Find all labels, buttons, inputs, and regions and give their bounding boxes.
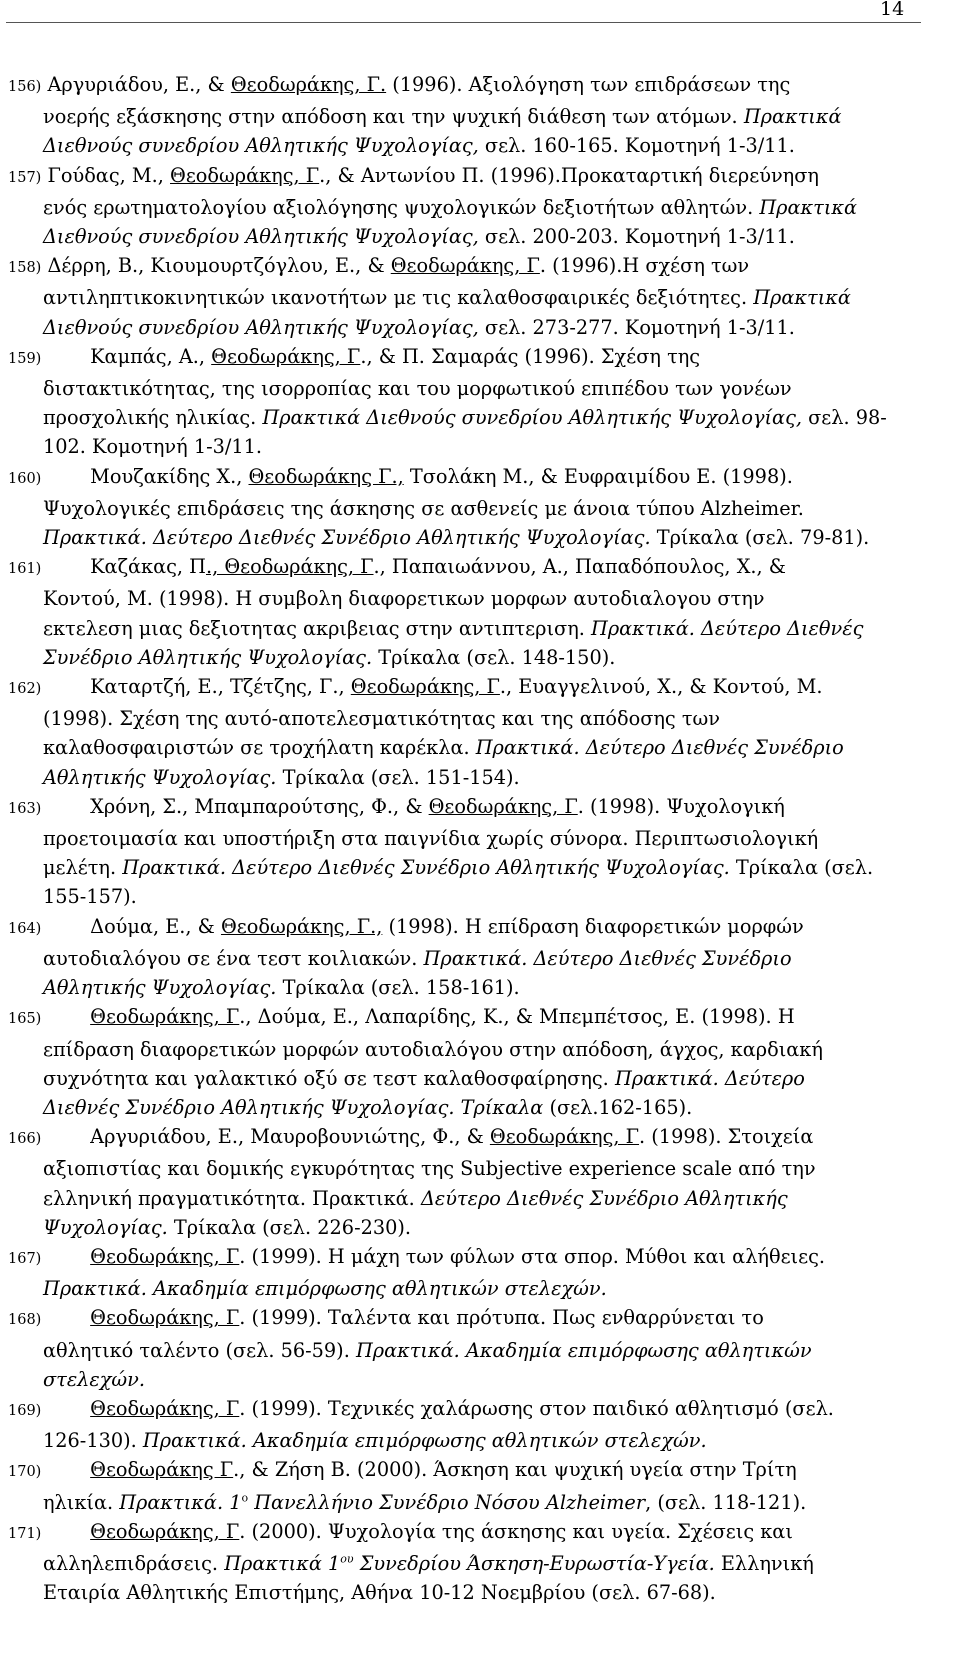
reference-text: εκτελεση μιας δεξιοτητας ακριβειας στην αντιπτεριση. bbox=[43, 616, 592, 640]
reference-text: . (1999). Ταλέντα και πρότυπα. Πως ενθαρρύνεται το bbox=[239, 1306, 764, 1330]
reference-text: μελέτη. bbox=[43, 856, 123, 880]
italic-text: Συνέδριο Αθλητικής Ψυχολογίας. bbox=[43, 645, 373, 669]
reference-text: Ελληνική bbox=[714, 1551, 814, 1575]
reference-text: Γούδας, Μ., bbox=[47, 163, 171, 187]
reference-number: 169) bbox=[8, 1402, 42, 1419]
italic-text: Πρακτικά 1 bbox=[224, 1551, 341, 1575]
reference-line bbox=[8, 161, 923, 193]
reference-text: ., & Π. Σαμαράς (1996). Σχέση της bbox=[360, 344, 701, 368]
reference-line bbox=[8, 1093, 923, 1122]
author-name-underlined: Θεοδωράκης, Γ. bbox=[230, 73, 387, 96]
reference-text: (1996). Αξιολόγηση των επιδράσεων της bbox=[386, 73, 791, 96]
reference-item bbox=[8, 1394, 923, 1455]
reference-line bbox=[8, 552, 923, 584]
reference-text: καλαθοσφαιριστών σε τροχήλατη καρέκλα. bbox=[43, 736, 476, 760]
page-number: 14 bbox=[880, 0, 905, 20]
reference-text: ., Παπαιωάννου, Α., Παπαδόπουλος, Χ., & bbox=[373, 555, 786, 579]
reference-line bbox=[8, 704, 923, 733]
reference-text: Τρίκαλα (σελ. bbox=[729, 856, 874, 880]
author-name-underlined: Θεοδωράκης, Γ bbox=[390, 254, 540, 278]
italic-text: Διεθνούς συνεδρίου Αθλητικής Ψυχολογίας, bbox=[43, 225, 479, 249]
italic-text: Διεθνούς συνεδρίου Αθλητικής Ψυχολογίας, bbox=[43, 315, 479, 339]
reference-number: 160) bbox=[8, 470, 42, 487]
reference-line bbox=[8, 283, 923, 312]
reference-item bbox=[8, 1242, 923, 1303]
author-name-underlined: Θεοδωράκης, Γ bbox=[211, 344, 361, 368]
reference-text: 126-130). bbox=[43, 1429, 143, 1453]
reference-line bbox=[8, 672, 923, 704]
italic-text: Πρακτικά. Δεύτερο Διεθνές Συνέδριο Αθλητικής Ψυχολογίας. bbox=[122, 856, 730, 880]
reference-text: σελ. 98- bbox=[802, 406, 887, 430]
reference-text: αντιληπτικοκινητικών ικανοτήτων με τις καλαθοσφαιρικές δεξιότητες. bbox=[43, 286, 754, 310]
reference-line bbox=[8, 251, 923, 283]
reference-line bbox=[8, 403, 923, 432]
author-name-underlined: Θεοδωράκης, Γ bbox=[90, 1306, 240, 1330]
reference-line bbox=[8, 1213, 923, 1242]
italic-text: Πρακτικά bbox=[759, 195, 858, 219]
reference-number: 166) bbox=[8, 1131, 42, 1148]
reference-text: νοερής εξάσκησης στην απόδοση και την ψυχική διάθεση των ατόμων. bbox=[43, 105, 744, 129]
reference-line bbox=[8, 763, 923, 792]
reference-text: Τρίκαλα (σελ. 151-154). bbox=[276, 765, 520, 789]
reference-line bbox=[8, 792, 923, 824]
reference-text: . (1999). Η μάχη των φύλων στα σπορ. Μύθοι και αλήθειες. bbox=[239, 1244, 826, 1268]
reference-text: Τσολάκη Μ., & Ευφραιμίδου Ε. (1998). bbox=[403, 464, 793, 488]
reference-text: σελ. 200-203. Κομοτηνή 1-3/11. bbox=[478, 225, 795, 249]
reference-line bbox=[8, 643, 923, 672]
reference-line bbox=[8, 614, 923, 643]
reference-number: 167) bbox=[8, 1250, 42, 1267]
reference-text: ελληνική πραγματικότητα. Πρακτικά. bbox=[43, 1186, 421, 1210]
reference-list bbox=[8, 70, 923, 1607]
reference-text: Κοντού, Μ. (1998). Η συμβολη διαφορετικων μορφων αυτοδιαλογου στην bbox=[43, 587, 765, 611]
author-name-underlined: Θεοδωράκης, Γ bbox=[90, 1244, 240, 1268]
italic-text: Πρακτικά bbox=[743, 105, 842, 129]
reference-item bbox=[8, 251, 923, 342]
reference-item bbox=[8, 342, 923, 462]
reference-number: 164) bbox=[8, 920, 42, 937]
reference-number: 156) bbox=[8, 79, 42, 95]
author-name-underlined: Θεοδωράκης, Γ bbox=[350, 675, 500, 699]
reference-line bbox=[8, 1426, 923, 1455]
reference-line bbox=[8, 944, 923, 973]
reference-text: προετοιμασία και υποστήριξη στα παιγνίδια χωρίς σύνορα. Περιπτωσιολογική bbox=[43, 827, 819, 851]
author-name-underlined: Θεοδωράκης, Γ bbox=[90, 1519, 240, 1543]
reference-text: αυτοδιαλόγου σε ένα τεστ κοιλιακών. bbox=[43, 946, 424, 970]
reference-number: 159) bbox=[8, 350, 42, 367]
reference-line bbox=[8, 222, 923, 251]
reference-line bbox=[8, 733, 923, 762]
reference-line bbox=[8, 912, 923, 944]
reference-text: ., & Ζήση Β. (2000). Άσκηση και ψυχική υγεία στην Τρίτη bbox=[233, 1458, 797, 1482]
reference-line bbox=[8, 1336, 923, 1365]
reference-number: 157) bbox=[8, 169, 42, 186]
reference-line bbox=[8, 432, 923, 461]
reference-text: Καμπάς, Α., bbox=[90, 344, 212, 368]
reference-number: 168) bbox=[8, 1312, 42, 1329]
reference-text: σελ. 160-165. Κομοτηνή 1-3/11. bbox=[478, 134, 795, 158]
reference-line bbox=[8, 1002, 923, 1034]
author-name-underlined: Θεοδωράκης Γ., bbox=[248, 464, 404, 488]
author-name-underlined: Θεοδωράκης, Γ bbox=[90, 1396, 240, 1420]
reference-item bbox=[8, 792, 923, 912]
reference-number: 171) bbox=[8, 1525, 42, 1542]
reference-item bbox=[8, 462, 923, 553]
italic-text: Διεθνές Συνέδριο Αθλητικής Ψυχολογίας. Τρίκαλα bbox=[43, 1095, 544, 1119]
reference-text: Χρόνη, Σ., Μπαμπαρούτσης, Φ., & bbox=[90, 794, 429, 818]
reference-line bbox=[8, 1242, 923, 1274]
author-name-underlined: Θεοδωράκης, Γ., bbox=[220, 914, 383, 938]
reference-number: 162) bbox=[8, 681, 42, 698]
reference-line bbox=[8, 374, 923, 403]
reference-line bbox=[8, 1488, 923, 1517]
italic-text: Πρακτικά bbox=[753, 286, 851, 310]
reference-text: . (1998). Ψυχολογική bbox=[577, 794, 785, 818]
author-name-underlined: Θεοδωράκης Γ bbox=[90, 1458, 234, 1482]
reference-text: (1998). Η επίδραση διαφορετικών μορφών bbox=[382, 914, 804, 938]
reference-item bbox=[8, 70, 923, 161]
reference-text: Τρίκαλα (σελ. 226-230). bbox=[167, 1215, 412, 1239]
reference-number: 158) bbox=[8, 260, 42, 277]
author-name-underlined: Θεοδωράκης, Γ bbox=[170, 163, 320, 187]
reference-text: αλληλεπιδράσεις. bbox=[43, 1551, 225, 1575]
reference-line bbox=[8, 1274, 923, 1303]
reference-line bbox=[8, 973, 923, 1002]
italic-text: Πρακτικά. Ακαδημία επιμόρφωσης αθλητικών bbox=[355, 1338, 812, 1362]
italic-text: Πρακτικά. Δεύτερο Διεθνές Συνέδριο bbox=[475, 736, 844, 760]
italic-text: Αθλητικής Ψυχολογίας. bbox=[43, 765, 277, 789]
italic-text: Ψυχολογίας. bbox=[43, 1215, 168, 1239]
reference-text: Τρίκαλα (σελ. 158-161). bbox=[276, 976, 520, 1000]
reference-line bbox=[8, 1394, 923, 1426]
reference-line bbox=[8, 1303, 923, 1335]
reference-text: Τρίκαλα (σελ. 79-81). bbox=[650, 526, 870, 550]
italic-text: Συνεδρίου Άσκηση-Ευρωστία-Υγεία. bbox=[353, 1551, 715, 1575]
reference-line bbox=[8, 853, 923, 882]
italic-text: Διεθνούς συνεδρίου Αθλητικής Ψυχολογίας, bbox=[43, 134, 479, 158]
reference-line bbox=[8, 1365, 923, 1394]
reference-item bbox=[8, 1002, 923, 1122]
reference-line bbox=[8, 70, 923, 102]
reference-line bbox=[8, 313, 923, 342]
reference-text: αθλητικό ταλέντο (σελ. 56-59). bbox=[43, 1338, 356, 1362]
reference-line bbox=[8, 131, 923, 160]
reference-line bbox=[8, 1154, 923, 1183]
reference-text: . (2000). Ψυχολογία της άσκησης και υγεία. Σχέσεις και bbox=[239, 1519, 793, 1543]
reference-line bbox=[8, 1549, 923, 1578]
reference-item bbox=[8, 1122, 923, 1242]
reference-text: Εταιρία Αθλητικής Επιστήμης, Αθήνα 10-12 Νοεμβρίου (σελ. 67-68). bbox=[43, 1581, 716, 1605]
reference-text: συχνότητα και γαλακτικό οξύ σε τεστ καλαθοσφαίρησης. bbox=[43, 1066, 615, 1090]
italic-text: Πρακτικά Διεθνούς συνεδρίου Αθλητικής Ψυχολογίας, bbox=[262, 406, 803, 430]
reference-text: 102. Κομοτηνή 1-3/11. bbox=[43, 435, 263, 459]
reference-line bbox=[8, 1184, 923, 1213]
reference-line bbox=[8, 462, 923, 494]
reference-text: Αργυριάδου, Ε., Μαυροβουνιώτης, Φ., & bbox=[90, 1125, 490, 1149]
italic-text: Πρακτικά. Ακαδημία επιμόρφωσης αθλητικών στελεχών. bbox=[43, 1277, 607, 1301]
reference-text: . (1996).Η σχέση των bbox=[539, 254, 750, 278]
reference-line bbox=[8, 1035, 923, 1064]
reference-number: 161) bbox=[8, 561, 42, 578]
italic-text: στελεχών. bbox=[43, 1367, 145, 1391]
reference-line bbox=[8, 824, 923, 853]
reference-text: (σελ.162-165). bbox=[543, 1095, 693, 1119]
author-name-underlined: Θεοδωράκης, Γ bbox=[428, 794, 578, 818]
italic-text: Πρακτικά. Ακαδημία επιμόρφωσης αθλητικών στελεχών. bbox=[142, 1429, 707, 1453]
reference-text: Ψυχολογικές επιδράσεις της άσκησης σε ασθενείς με άνοια τύπου Alzheimer. bbox=[43, 496, 804, 520]
reference-text: Τρίκαλα (σελ. 148-150). bbox=[372, 645, 616, 669]
reference-number: 170) bbox=[8, 1464, 42, 1481]
reference-text: προσχολικής ηλικίας. bbox=[43, 406, 263, 430]
italic-text: Πρακτικά. Δεύτερο Διεθνές bbox=[591, 616, 864, 640]
reference-line bbox=[8, 1064, 923, 1093]
italic-text: Πρακτικά. Δεύτερο Διεθνές Συνέδριο bbox=[423, 946, 792, 970]
reference-text: (1998). Σχέση της αυτό-αποτελεσματικότητας και της απόδοσης των bbox=[43, 707, 720, 731]
reference-text: ενός ερωτηματολογίου αξιολόγησης ψυχολογικών δεξιοτήτων αθλητών. bbox=[43, 195, 760, 219]
reference-text: , (σελ. 118-121). bbox=[645, 1490, 807, 1514]
reference-line bbox=[8, 193, 923, 222]
reference-text: ηλικία. bbox=[43, 1490, 120, 1514]
reference-text: Δέρρη, Β., Κιουμουρτζόγλου, Ε., & bbox=[47, 254, 391, 278]
superscript-text: ο bbox=[241, 1491, 249, 1505]
reference-line bbox=[8, 1122, 923, 1154]
italic-text: Δεύτερο Διεθνές Συνέδριο Αθλητικής bbox=[420, 1186, 788, 1210]
reference-number: 163) bbox=[8, 800, 42, 817]
reference-line bbox=[8, 882, 923, 911]
author-name-underlined: Θεοδωράκης, Γ bbox=[489, 1125, 640, 1149]
reference-text: Καταρτζή, Ε., Τζέτζης, Γ., bbox=[90, 675, 351, 699]
reference-text: ., Δούμα, Ε., Λαπαρίδης, Κ., & Μπεμπέτσος, Ε. (1998). Η bbox=[239, 1005, 795, 1029]
header-rule bbox=[6, 22, 921, 23]
italic-text: Αθλητικής Ψυχολογίας. bbox=[43, 976, 277, 1000]
reference-line bbox=[8, 523, 923, 552]
reference-text: Μουζακίδης Χ., bbox=[90, 464, 249, 488]
reference-text: ., & Αντωνίου Π. (1996).Προκαταρτική διερεύνηση bbox=[319, 163, 819, 187]
reference-line bbox=[8, 342, 923, 374]
italic-text: Πρακτικά. Δεύτερο Διεθνές Συνέδριο Αθλητικής Ψυχολογίας. bbox=[43, 526, 651, 550]
reference-text: Δούμα, Ε., & bbox=[90, 914, 221, 938]
reference-item bbox=[8, 161, 923, 252]
reference-item bbox=[8, 1517, 923, 1608]
reference-text: . (1998). Στοιχεία bbox=[639, 1125, 814, 1149]
reference-text: σελ. 273-277. Κομοτηνή 1-3/11. bbox=[478, 315, 795, 339]
reference-item bbox=[8, 552, 923, 672]
reference-item bbox=[8, 1303, 923, 1394]
reference-item bbox=[8, 672, 923, 792]
reference-text: αξιοπιστίας και δομικής εγκυρότητας της Subjective experience scale από την bbox=[43, 1157, 816, 1181]
italic-text: Πανελλήνιο Συνέδριο Νόσου Alzheimer bbox=[248, 1490, 646, 1514]
reference-line bbox=[8, 102, 923, 131]
reference-number: 165) bbox=[8, 1011, 42, 1028]
reference-item bbox=[8, 912, 923, 1003]
author-name-underlined: ., Θεοδωράκης, Γ bbox=[205, 555, 374, 579]
reference-item bbox=[8, 1455, 923, 1516]
italic-text: Πρακτικά. 1 bbox=[119, 1490, 242, 1514]
reference-text: επίδραση διαφορετικών μορφών αυτοδιαλόγου στην απόδοση, άγχος, καρδιακή bbox=[43, 1037, 823, 1061]
author-name-underlined: Θεοδωράκης, Γ bbox=[90, 1005, 240, 1029]
reference-text: Καζάκας, Π bbox=[90, 555, 206, 579]
reference-text: 155-157). bbox=[43, 885, 137, 909]
reference-line bbox=[8, 1578, 923, 1607]
reference-text: διστακτικότητας, της ισορροπίας και του μορφωτικού επιπέδου των γονέων bbox=[43, 377, 792, 401]
superscript-text: ου bbox=[340, 1552, 354, 1566]
reference-text: Αργυριάδου, Ε., & bbox=[47, 73, 231, 96]
reference-line bbox=[8, 1455, 923, 1487]
reference-line bbox=[8, 494, 923, 523]
reference-text: ., Ευαγγελινού, Χ., & Κοντού, Μ. bbox=[499, 675, 823, 699]
italic-text: Πρακτικά. Δεύτερο bbox=[614, 1066, 805, 1090]
reference-line bbox=[8, 584, 923, 613]
reference-line bbox=[8, 1517, 923, 1549]
reference-text: . (1999). Τεχνικές χαλάρωσης στον παιδικό αθλητισμό (σελ. bbox=[239, 1396, 834, 1420]
